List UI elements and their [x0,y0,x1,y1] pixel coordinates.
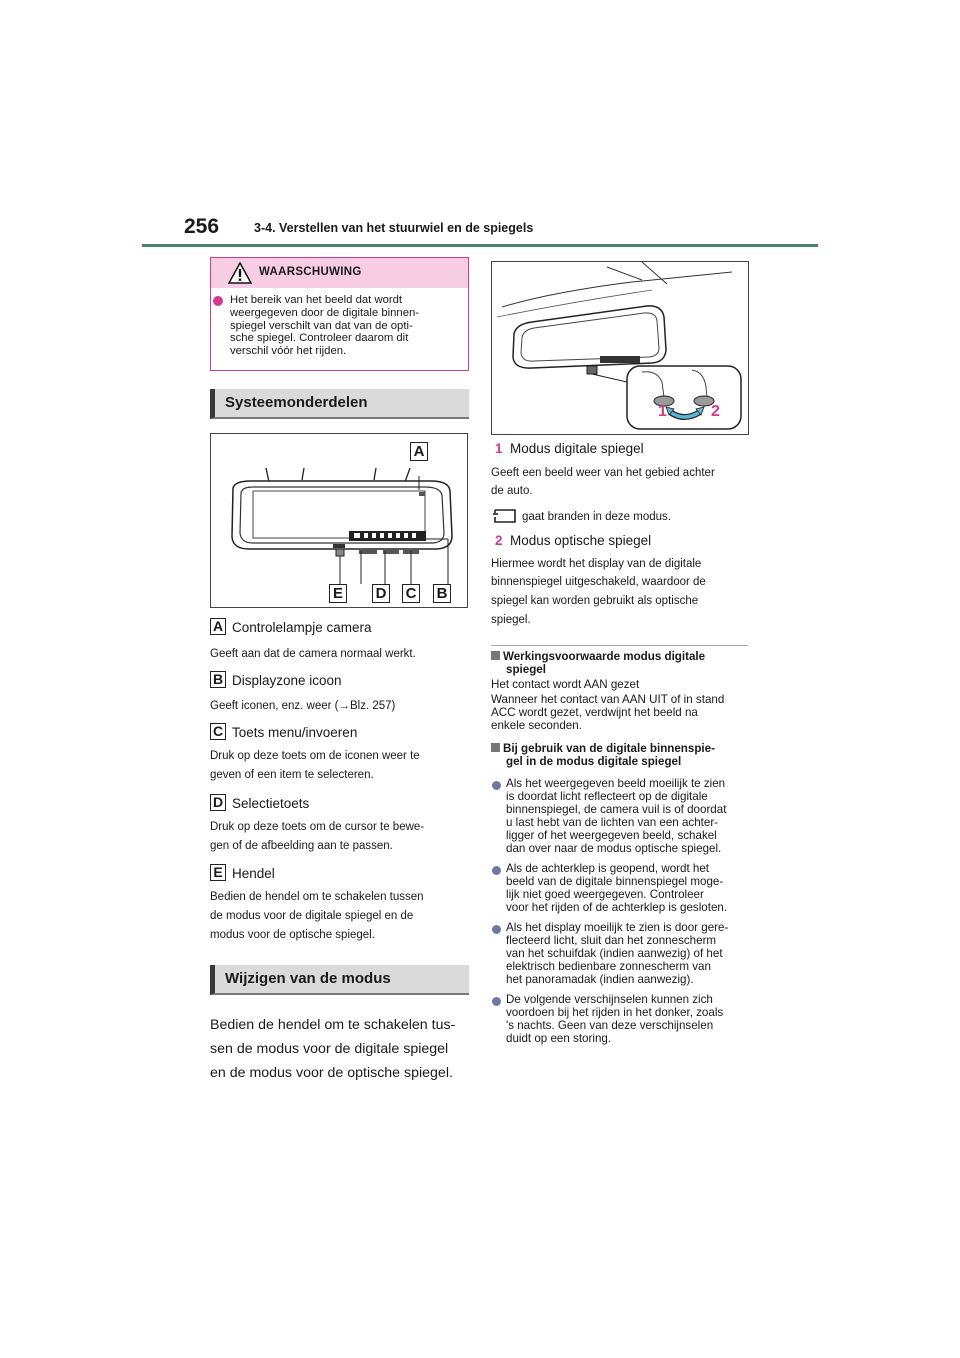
note-line: enkele seconden. [491,719,582,732]
item-text: Bedien de hendel om te schakelen tussen [210,891,424,903]
item-title: Toets menu/invoeren [232,725,358,740]
page-number: 256 [184,215,220,238]
mode-text: spiegel kan worden gebruikt als optische [491,595,699,607]
lever-position-1: 1 [658,403,667,420]
section-title: Systeemonderdelen [225,394,368,411]
item-label-d: D [210,794,226,811]
item-text: Geeft iconen, enz. weer (→Blz. 257) [210,700,396,712]
mirror-components-figure [210,433,468,608]
mode-text: Geeft een beeld weer van het gebied achter [491,467,715,479]
bullet-line: het panoramadak (indien aanwezig). [506,973,694,986]
mode-paragraph-line: en de modus voor de optische spiegel. [210,1065,453,1081]
warning-bullet-icon [213,296,223,306]
warning-header [211,258,468,288]
warning-line: spiegel verschilt van dat van de opti- [230,319,413,332]
header-rule [142,244,818,247]
item-title: Displayzone icoon [232,673,342,688]
mode-number: 2 [495,533,503,548]
item-text: gen of de afbeelding aan te passen. [210,840,393,852]
item-text: de modus voor de digitale spiegel en de [210,910,414,922]
bullet-line: duidt op een storing. [506,1032,612,1045]
mirror-diagram [211,434,469,609]
warning-line: weergegeven door de digitale binnen- [230,306,420,319]
note-heading-usage-cont: gel in de modus digitale spiegel [506,755,682,768]
mode-heading-1 [495,441,644,456]
warning-line: sche spiegel. Controleer daarom dit [230,332,409,345]
bullet-icon [492,781,501,790]
bullet-line: is doordat licht reflecteert op de digitale [506,790,708,803]
mode-text: spiegel. [491,614,531,626]
bullet-icon [492,925,501,934]
warning-body [211,288,468,358]
bullet-line: elektrisch bedienbare zonnescherm van [506,960,711,973]
note-line: ACC wordt gezet, verdwijnt het beeld na [491,706,698,719]
chapter-title: 3-4. Verstellen van het stuurwiel en de spiegels [254,221,534,235]
figure-callout-c: C [402,584,420,603]
figure-callout-b: B [433,584,451,603]
bullet-line: lijk niet goed weergegeven. Controleer [506,888,704,901]
item-title: Hendel [232,866,275,881]
mode-paragraph-line: sen de modus voor de digitale spiegel [210,1041,449,1057]
mode-paragraph-line: Bedien de hendel om te schakelen tus- [210,1017,456,1033]
bullet-icon [492,997,501,1006]
divider [491,645,748,646]
item-label-e: E [210,864,226,881]
warning-triangle-icon [228,262,252,284]
item-text: Druk op deze toets om de cursor te bewe- [210,821,425,833]
item-label-a: A [210,618,226,635]
bullet-line: De volgende verschijnselen kunnen zich [506,993,713,1006]
note-heading-conditions-cont: spiegel [506,663,546,676]
item-label-c: C [210,723,226,740]
mode-number: 1 [495,441,503,456]
bullet-line: Als het weergegeven beeld moeilijk te zien [506,777,726,790]
warning-line: verschil vóór het rijden. [230,345,347,358]
warning-title: WAARSCHUWING [259,266,362,278]
item-label-b: B [210,671,226,688]
mode-icon-note: gaat branden in deze modus. [522,511,671,523]
bullet-line: binnenspiegel, de camera vuil is of doordat [506,803,727,816]
note-line: Wanneer het contact van AAN UIT of in stand [491,693,725,706]
item-text: modus voor de optische spiegel. [210,929,375,941]
mode-text: binnenspiegel uitgeschakeld, waardoor de [491,576,706,588]
section-heading-system [210,389,469,419]
bullet-line: u last hebt van de lichten van een achter- [506,816,719,829]
section-title: Wijzigen van de modus [225,970,391,987]
note-heading-conditions: Werkingsvoorwaarde modus digitale [491,651,705,664]
mode-text: Hiermee wordt het display van de digitale [491,558,702,570]
mode-heading-2 [495,533,651,548]
bullet-line: 's nachts. Geen van deze verschijnselen [506,1019,714,1032]
camera-indicator-icon [493,508,517,524]
square-bullet-icon [491,743,500,752]
mode-title: Modus optische spiegel [510,533,652,548]
bullet-line: voordoen bij het rijden in het donker, zoals [506,1006,724,1019]
bullet-line: Als de achterklep is geopend, wordt het [506,862,710,875]
warning-box [210,257,469,371]
square-bullet-icon [491,651,500,660]
bullet-line: van het schuifdak (indien aanwezig) of het [506,947,723,960]
mirror-lever-figure [491,261,749,435]
figure-callout-d: D [372,584,390,603]
item-text: geven of een item te selecteren. [210,769,374,781]
figure-callout-e: E [329,584,347,603]
bullet-line: beeld van de digitale binnenspiegel moge- [506,875,724,888]
item-text: Druk op deze toets om de iconen weer te [210,750,420,762]
lever-position-2: 2 [711,403,720,420]
note-line: Het contact wordt AAN gezet [491,678,640,691]
note-heading-usage: Bij gebruik van de digitale binnenspie- [491,743,715,756]
bullet-line: voor het rijden of de achterklep is gesloten. [506,901,728,914]
bullet-line: ligger of het weergegeven beeld, schakel [506,829,717,842]
item-title: Selectietoets [232,796,310,811]
bullet-icon [492,866,501,875]
bullet-line: flecteerd licht, sluit dan het zonnescherm [506,934,717,947]
bullet-line: Als het display moeilijk te zien is door gere- [506,921,729,934]
item-text: Geeft aan dat de camera normaal werkt. [210,648,416,660]
warning-line: Het bereik van het beeld dat wordt [230,294,403,306]
item-title: Controlelampje camera [232,620,372,635]
section-heading-mode [210,965,469,995]
mode-title: Modus digitale spiegel [510,441,644,456]
bullet-line: dan over naar de modus optische spiegel. [506,842,722,855]
mode-text: de auto. [491,485,533,497]
figure-callout-a: A [410,442,428,461]
